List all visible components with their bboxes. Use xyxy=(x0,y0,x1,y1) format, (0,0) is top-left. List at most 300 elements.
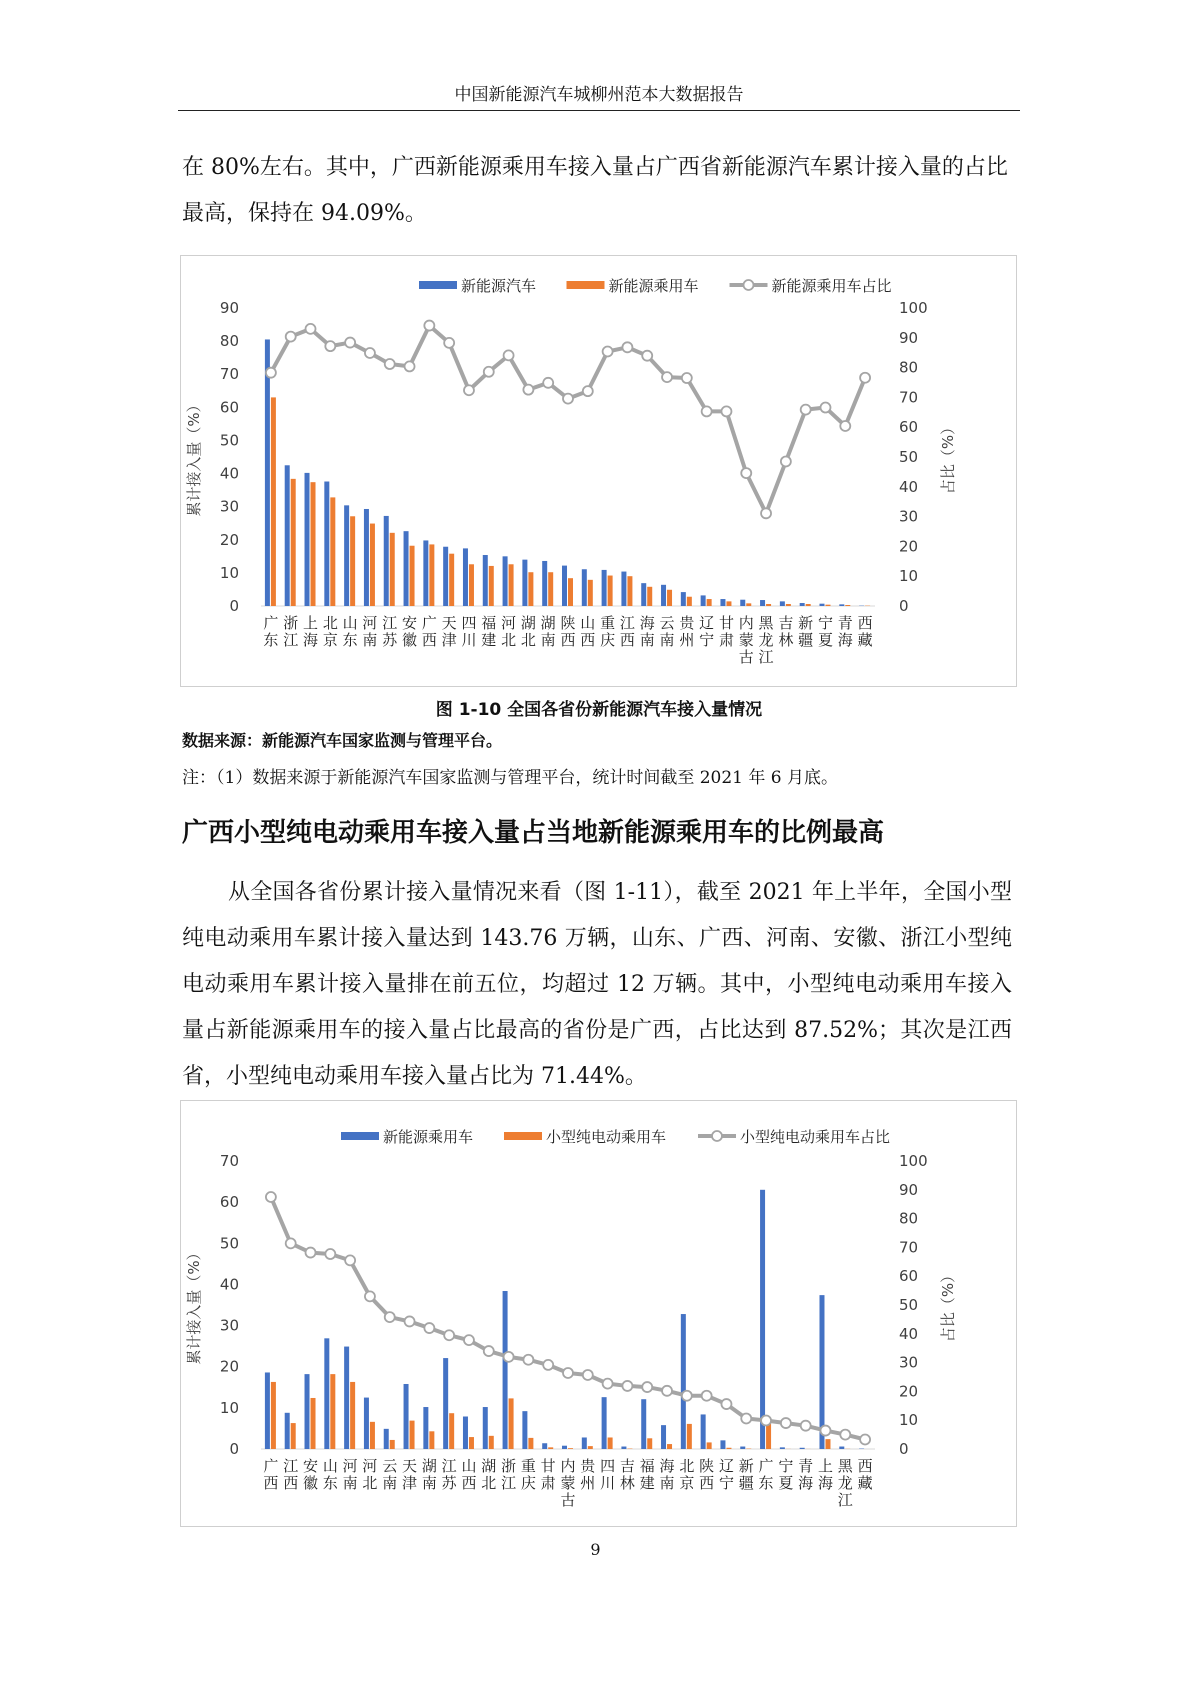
bar-primary xyxy=(285,465,290,606)
bar-primary xyxy=(305,473,310,606)
y-tick-label: 20 xyxy=(219,1357,239,1376)
ratio-point xyxy=(266,1192,276,1202)
x-tick-label: 黑龙江 xyxy=(758,614,774,666)
bar-secondary xyxy=(568,578,573,606)
bar-primary xyxy=(562,1446,567,1449)
chart-province-small-bev-access xyxy=(180,1100,1017,1527)
intro-paragraph: 在 80%左右。其中，广西新能源乘用车接入量占广西省新能源汽车累计接入量的占比最高，保持在 94.09%。 xyxy=(182,155,1008,226)
y2-tick-label: 70 xyxy=(899,388,919,407)
x-tick-label: 新疆 xyxy=(738,1457,754,1492)
ratio-point xyxy=(464,1335,474,1345)
bar-secondary xyxy=(707,1442,712,1449)
x-tick-label: 云南 xyxy=(659,614,675,649)
bar-primary xyxy=(364,509,369,606)
ratio-point xyxy=(702,406,712,416)
bar-primary xyxy=(423,540,428,606)
ratio-point xyxy=(583,1370,593,1380)
bar-secondary xyxy=(746,603,751,606)
bar-primary xyxy=(265,339,270,606)
y2-tick-label: 20 xyxy=(899,537,919,556)
x-tick-label: 河南 xyxy=(362,614,378,649)
section-heading: 广西小型纯电动乘用车接入量占当地新能源乘用车的比例最高 xyxy=(182,818,885,848)
y2-axis-title: 占比（%） xyxy=(939,419,957,495)
ratio-point xyxy=(405,1316,415,1326)
bar-primary xyxy=(384,516,389,606)
y2-tick-label: 10 xyxy=(899,1411,919,1430)
bar-secondary xyxy=(469,1437,474,1449)
x-tick-label: 西藏 xyxy=(857,1457,873,1492)
bar-primary xyxy=(701,1414,706,1449)
bar-secondary xyxy=(766,1423,771,1449)
bar-secondary xyxy=(390,1440,395,1449)
ratio-point xyxy=(603,347,613,357)
bar-primary xyxy=(324,482,329,606)
y2-tick-label: 60 xyxy=(899,1267,919,1286)
bar-primary xyxy=(621,572,626,606)
x-tick-label: 安徽 xyxy=(303,1457,319,1492)
x-tick-label: 江西 xyxy=(283,1457,299,1492)
ratio-point xyxy=(642,351,652,361)
x-tick-label: 新疆 xyxy=(798,614,814,649)
x-tick-label: 宁夏 xyxy=(778,1457,794,1492)
bar-primary xyxy=(621,1447,626,1449)
y2-tick-label: 50 xyxy=(899,448,919,466)
x-tick-label: 陕西 xyxy=(560,614,576,649)
ratio-point xyxy=(781,456,791,466)
x-tick-label: 青海 xyxy=(837,614,853,649)
y2-tick-label: 80 xyxy=(899,358,919,377)
bar-secondary xyxy=(410,1421,415,1449)
legend-label: 新能源乘用车 xyxy=(608,277,699,295)
ratio-point xyxy=(761,1415,771,1425)
x-tick-label: 广东 xyxy=(263,614,279,649)
x-tick-label: 山西 xyxy=(580,614,596,649)
x-tick-label: 云南 xyxy=(382,1457,398,1492)
bar-primary xyxy=(463,1416,468,1449)
y2-tick-label: 30 xyxy=(899,507,919,526)
ratio-point xyxy=(484,367,494,377)
bar-primary xyxy=(344,505,349,606)
x-tick-label: 陕西 xyxy=(699,1457,715,1492)
y-tick-label: 10 xyxy=(219,563,239,582)
x-tick-label: 吉林 xyxy=(619,1457,635,1492)
ratio-point xyxy=(504,350,514,360)
x-tick-label: 重庆 xyxy=(520,1457,536,1492)
x-tick-label: 天津 xyxy=(402,1457,418,1492)
x-tick-label: 辽宁 xyxy=(718,1457,734,1492)
ratio-point xyxy=(504,1352,514,1362)
x-tick-label: 山东 xyxy=(342,614,358,649)
bar-secondary xyxy=(370,1422,375,1449)
x-tick-label: 浙江 xyxy=(501,1457,517,1492)
ratio-point xyxy=(484,1346,494,1356)
bar-primary xyxy=(443,547,448,606)
ratio-point xyxy=(820,1426,830,1436)
bar-secondary xyxy=(370,524,375,606)
y-tick-label: 30 xyxy=(219,1316,239,1335)
ratio-point xyxy=(345,338,355,348)
x-tick-label: 广西 xyxy=(263,1457,279,1492)
bar-primary xyxy=(760,1190,765,1449)
ratio-point xyxy=(306,324,316,334)
bar-primary xyxy=(463,548,468,606)
bar-primary xyxy=(305,1374,310,1449)
bar-secondary xyxy=(726,1448,731,1449)
bar-secondary xyxy=(588,1446,593,1449)
y2-tick-label: 60 xyxy=(899,418,919,437)
y-tick-label: 70 xyxy=(219,1152,239,1170)
bar-primary xyxy=(602,570,607,606)
bar-secondary xyxy=(489,1436,494,1449)
ratio-point xyxy=(662,372,672,382)
bar-primary xyxy=(542,1443,547,1449)
x-tick-label: 黑龙江 xyxy=(837,1457,853,1509)
ratio-point xyxy=(523,1355,533,1365)
x-tick-label: 江苏 xyxy=(441,1457,457,1492)
bar-primary xyxy=(562,566,567,606)
y2-tick-label: 90 xyxy=(899,328,919,347)
bar-secondary xyxy=(845,605,850,606)
bar-secondary xyxy=(330,1374,335,1449)
ratio-point xyxy=(424,321,434,331)
bar-secondary xyxy=(410,546,415,606)
chart-2-canvas xyxy=(181,1101,1016,1526)
bar-primary xyxy=(819,604,824,606)
header-divider xyxy=(178,110,1020,111)
ratio-point xyxy=(801,405,811,415)
ratio-point xyxy=(840,421,850,431)
y-tick-label: 90 xyxy=(219,299,239,317)
bar-primary xyxy=(800,1448,805,1449)
ratio-point xyxy=(266,368,276,378)
bar-primary xyxy=(602,1397,607,1449)
x-tick-label: 河北 xyxy=(501,614,517,649)
bar-secondary xyxy=(825,1439,830,1449)
x-tick-label: 宁夏 xyxy=(817,614,833,649)
bar-secondary xyxy=(608,576,613,606)
ratio-point xyxy=(741,468,751,478)
y-tick-label: 50 xyxy=(219,1234,239,1253)
x-tick-label: 浙江 xyxy=(283,614,299,649)
y-tick-label: 30 xyxy=(219,497,239,516)
bar-secondary xyxy=(786,604,791,606)
bar-secondary xyxy=(330,497,335,606)
bar-secondary xyxy=(726,601,731,606)
x-tick-label: 湖南 xyxy=(421,1457,437,1492)
legend-swatch xyxy=(341,1132,379,1140)
y2-tick-label: 80 xyxy=(899,1209,919,1228)
x-tick-label: 湖北 xyxy=(520,614,536,649)
bar-secondary xyxy=(311,1398,316,1449)
ratio-point xyxy=(563,394,573,404)
bar-primary xyxy=(701,595,706,606)
y2-tick-label: 100 xyxy=(899,299,928,317)
page-number: 9 xyxy=(590,1540,601,1559)
bar-primary xyxy=(443,1358,448,1449)
y-axis-title: 累计接入量（%） xyxy=(185,397,203,517)
bar-primary xyxy=(364,1398,369,1449)
x-tick-label: 上海 xyxy=(303,614,319,649)
bar-primary xyxy=(483,1407,488,1449)
y-tick-label: 40 xyxy=(219,464,239,483)
bar-secondary xyxy=(390,533,395,606)
ratio-point xyxy=(325,1249,335,1259)
bar-primary xyxy=(522,1411,527,1449)
bar-primary xyxy=(503,556,508,606)
legend-swatch xyxy=(419,281,457,289)
x-tick-label: 吉林 xyxy=(778,614,794,649)
bar-primary xyxy=(641,1399,646,1449)
bar-primary xyxy=(582,1437,587,1449)
y-tick-label: 20 xyxy=(219,530,239,549)
bar-secondary xyxy=(707,599,712,606)
bar-primary xyxy=(740,600,745,606)
bar-primary xyxy=(740,1447,745,1449)
x-tick-label: 上海 xyxy=(817,1457,833,1492)
legend-marker xyxy=(744,280,754,290)
bar-secondary xyxy=(647,587,652,606)
x-tick-label: 河南 xyxy=(342,1457,358,1492)
bar-secondary xyxy=(627,576,632,606)
bar-secondary xyxy=(548,1447,553,1449)
bar-primary xyxy=(720,599,725,606)
ratio-line xyxy=(271,326,865,514)
bar-secondary xyxy=(806,604,811,606)
ratio-point xyxy=(543,1360,553,1370)
bar-secondary xyxy=(291,479,296,606)
bar-secondary xyxy=(608,1437,613,1449)
x-tick-label: 山东 xyxy=(322,1457,338,1492)
x-tick-label: 四川 xyxy=(461,614,477,649)
bar-secondary xyxy=(528,1438,533,1449)
bar-secondary xyxy=(469,564,474,606)
y2-tick-label: 70 xyxy=(899,1238,919,1257)
legend-label: 新能源汽车 xyxy=(461,277,537,295)
ratio-point xyxy=(721,1399,731,1409)
bar-primary xyxy=(681,1314,686,1449)
y2-tick-label: 10 xyxy=(899,567,919,586)
x-tick-label: 海南 xyxy=(659,1457,675,1492)
ratio-point xyxy=(702,1391,712,1401)
ratio-point xyxy=(464,385,474,395)
ratio-point xyxy=(385,359,395,369)
bar-secondary xyxy=(291,1423,296,1449)
ratio-point xyxy=(563,1368,573,1378)
legend-label: 新能源乘用车占比 xyxy=(771,277,892,295)
legend xyxy=(341,1128,890,1146)
ratio-point xyxy=(325,341,335,351)
bar-secondary xyxy=(647,1438,652,1449)
ratio-point xyxy=(662,1386,672,1396)
bar-secondary xyxy=(528,572,533,606)
bar-primary xyxy=(681,592,686,606)
bar-secondary xyxy=(489,566,494,606)
bar-primary xyxy=(423,1407,428,1449)
y2-axis-title: 占比（%） xyxy=(939,1267,957,1343)
ratio-point xyxy=(820,403,830,413)
bar-secondary xyxy=(311,482,316,606)
x-tick-label: 江苏 xyxy=(382,614,398,649)
data-source: 数据来源：新能源汽车国家监测与管理平台。 xyxy=(182,731,503,750)
ratio-point xyxy=(603,1379,613,1389)
bar-secondary xyxy=(687,1424,692,1449)
bar-secondary xyxy=(667,1444,672,1449)
x-tick-label: 内蒙古 xyxy=(560,1457,576,1509)
ratio-point xyxy=(801,1421,811,1431)
y2-tick-label: 0 xyxy=(899,1440,909,1458)
legend-swatch xyxy=(504,1132,542,1140)
legend-label: 新能源乘用车 xyxy=(383,1128,474,1146)
bar-secondary xyxy=(271,397,276,606)
x-tick-label: 内蒙古 xyxy=(738,614,754,666)
legend-label: 小型纯电动乘用车占比 xyxy=(740,1128,891,1146)
x-tick-label: 贵州 xyxy=(679,614,695,649)
bar-primary xyxy=(522,560,527,606)
y2-tick-label: 40 xyxy=(899,1324,919,1343)
chart-1-canvas xyxy=(181,256,1016,686)
bar-primary xyxy=(542,561,547,606)
bar-primary xyxy=(760,600,765,606)
bar-primary xyxy=(661,1425,666,1449)
ratio-point xyxy=(543,378,553,388)
ratio-point xyxy=(781,1418,791,1428)
y2-tick-label: 20 xyxy=(899,1382,919,1401)
bar-primary xyxy=(661,585,666,606)
bar-primary xyxy=(404,531,409,606)
legend-swatch xyxy=(567,281,605,289)
x-tick-label: 西藏 xyxy=(857,614,873,649)
y2-tick-label: 100 xyxy=(899,1152,928,1170)
ratio-point xyxy=(365,348,375,358)
bar-secondary xyxy=(429,544,434,606)
x-tick-label: 山西 xyxy=(461,1457,477,1492)
bar-secondary xyxy=(271,1382,276,1449)
bar-secondary xyxy=(350,516,355,606)
ratio-point xyxy=(345,1255,355,1265)
bar-primary xyxy=(404,1384,409,1449)
bar-primary xyxy=(839,604,844,606)
ratio-point xyxy=(583,386,593,396)
ratio-point xyxy=(306,1248,316,1258)
x-tick-label: 北京 xyxy=(679,1457,695,1492)
figure-caption: 图 1-10 全国各省份新能源汽车接入量情况 xyxy=(435,700,763,720)
bar-secondary xyxy=(509,564,514,606)
x-tick-label: 福建 xyxy=(639,1457,655,1492)
bar-secondary xyxy=(509,1398,514,1449)
ratio-point xyxy=(741,1413,751,1423)
bar-secondary xyxy=(548,572,553,606)
body-paragraph: 从全国各省份累计接入量情况来看（图 1-11），截至 2021 年上半年，全国小型纯电动乘用车累计接入量达到 143.76 万辆，山东、广西、河南、安徽、浙江小型纯电动乘用车累计接入量排在前五位，均超过 12 万辆。其中，小型纯电动乘用车接入量占新能源乘用车的接入量占比最高的省份是广西，占比达到 87.52%；其次是江西省，小型纯电动乘用车接入量占比为 71.44%。 xyxy=(182,880,1012,1089)
x-tick-label: 安徽 xyxy=(402,614,418,649)
bar-primary xyxy=(324,1338,329,1449)
ratio-point xyxy=(721,406,731,416)
bar-secondary xyxy=(588,580,593,606)
y-tick-label: 10 xyxy=(219,1398,239,1417)
y2-tick-label: 50 xyxy=(899,1296,919,1314)
x-tick-label: 湖南 xyxy=(540,614,556,649)
x-tick-label: 重庆 xyxy=(600,614,616,649)
bar-primary xyxy=(503,1291,508,1449)
x-tick-label: 江西 xyxy=(619,614,635,649)
bar-secondary xyxy=(350,1382,355,1449)
bar-secondary xyxy=(429,1431,434,1449)
y-tick-label: 50 xyxy=(219,431,239,450)
bar-primary xyxy=(720,1440,725,1449)
y-tick-label: 0 xyxy=(229,1440,239,1458)
ratio-point xyxy=(385,1312,395,1322)
legend-marker xyxy=(712,1131,722,1141)
y-tick-label: 0 xyxy=(229,597,239,615)
x-tick-label: 河北 xyxy=(362,1457,378,1492)
ratio-point xyxy=(424,1323,434,1333)
bar-secondary xyxy=(825,605,830,606)
y-tick-label: 60 xyxy=(219,1193,239,1212)
x-tick-label: 福建 xyxy=(481,614,497,649)
bar-primary xyxy=(800,603,805,606)
x-tick-label: 北京 xyxy=(322,614,338,649)
figure-note: 注：（1）数据来源于新能源汽车国家监测与管理平台，统计时间截至 2021 年 6 月底。 xyxy=(182,768,839,788)
bar-primary xyxy=(384,1429,389,1449)
x-tick-label: 广西 xyxy=(421,614,437,649)
bar-primary xyxy=(780,601,785,606)
bar-secondary xyxy=(687,597,692,606)
ratio-point xyxy=(860,373,870,383)
y-tick-label: 40 xyxy=(219,1275,239,1294)
bar-secondary xyxy=(449,554,454,606)
bar-primary xyxy=(582,569,587,606)
ratio-line xyxy=(271,1197,865,1439)
ratio-point xyxy=(286,1238,296,1248)
ratio-point xyxy=(682,373,692,383)
y2-tick-label: 40 xyxy=(899,477,919,496)
bar-primary xyxy=(344,1347,349,1449)
y-tick-label: 80 xyxy=(219,332,239,351)
y-axis-title: 累计接入量（%） xyxy=(185,1245,203,1365)
ratio-point xyxy=(682,1391,692,1401)
ratio-point xyxy=(622,342,632,352)
ratio-point xyxy=(286,332,296,342)
bar-primary xyxy=(780,1447,785,1449)
x-tick-label: 天津 xyxy=(441,614,457,649)
ratio-point xyxy=(405,361,415,371)
bar-secondary xyxy=(766,604,771,606)
bar-secondary xyxy=(667,590,672,606)
ratio-point xyxy=(444,1330,454,1340)
x-tick-label: 海南 xyxy=(639,614,655,649)
bar-secondary xyxy=(449,1413,454,1449)
page-header-title: 中国新能源汽车城柳州范本大数据报告 xyxy=(454,85,744,105)
bar-primary xyxy=(285,1413,290,1449)
x-tick-label: 贵州 xyxy=(580,1457,596,1492)
x-tick-label: 青海 xyxy=(798,1457,814,1492)
ratio-point xyxy=(860,1434,870,1444)
ratio-point xyxy=(642,1382,652,1392)
ratio-point xyxy=(365,1291,375,1301)
legend xyxy=(419,277,892,295)
y2-tick-label: 90 xyxy=(899,1180,919,1199)
x-tick-label: 甘肃 xyxy=(718,614,734,649)
bar-primary xyxy=(839,1447,844,1449)
ratio-point xyxy=(761,508,771,518)
bar-secondary xyxy=(568,1448,573,1449)
bar-primary xyxy=(265,1372,270,1449)
chart-province-nev-access xyxy=(180,255,1017,687)
ratio-point xyxy=(523,385,533,395)
y2-tick-label: 0 xyxy=(899,597,909,615)
bar-primary xyxy=(641,583,646,606)
y2-tick-label: 30 xyxy=(899,1353,919,1372)
ratio-point xyxy=(840,1430,850,1440)
